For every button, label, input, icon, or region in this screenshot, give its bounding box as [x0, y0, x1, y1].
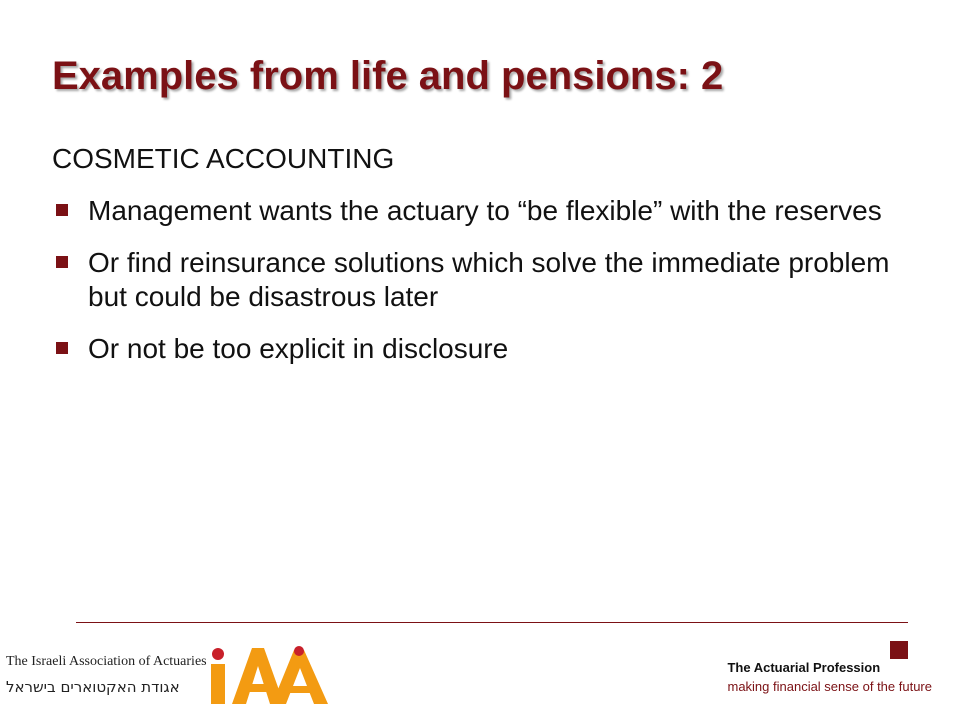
slide-title: Examples from life and pensions: 2	[52, 54, 724, 98]
bullet-list	[52, 194, 912, 366]
iaa-name-block	[6, 654, 206, 696]
profession-logo-square-icon	[890, 641, 908, 659]
iaa-logo	[206, 640, 334, 710]
bullet-text: Or find reinsurance solutions which solve the immediate problem but could be disastrous later	[88, 246, 890, 312]
profession-tagline: making financial sense of the future	[727, 679, 932, 694]
bullet-item	[52, 332, 912, 366]
bullet-text: Or not be too explicit in disclosure	[88, 332, 509, 364]
slide-content	[52, 142, 912, 384]
bullet-item	[52, 194, 912, 228]
square-bullet-icon	[56, 256, 68, 268]
profession-name: The Actuarial Profession	[727, 660, 881, 675]
square-bullet-icon	[56, 342, 68, 354]
iaa-name-hebrew: אגודת האקטוארים בישראל	[6, 678, 180, 696]
section-heading: COSMETIC ACCOUNTING	[52, 143, 395, 174]
square-bullet-icon	[56, 204, 68, 216]
footer-divider	[76, 622, 908, 623]
bullet-item	[52, 246, 912, 314]
profession-block	[727, 660, 932, 694]
bullet-text: Management wants the actuary to “be flexible” with the reserves	[88, 194, 882, 226]
iaa-name: The Israeli Association of Actuaries	[6, 654, 207, 669]
